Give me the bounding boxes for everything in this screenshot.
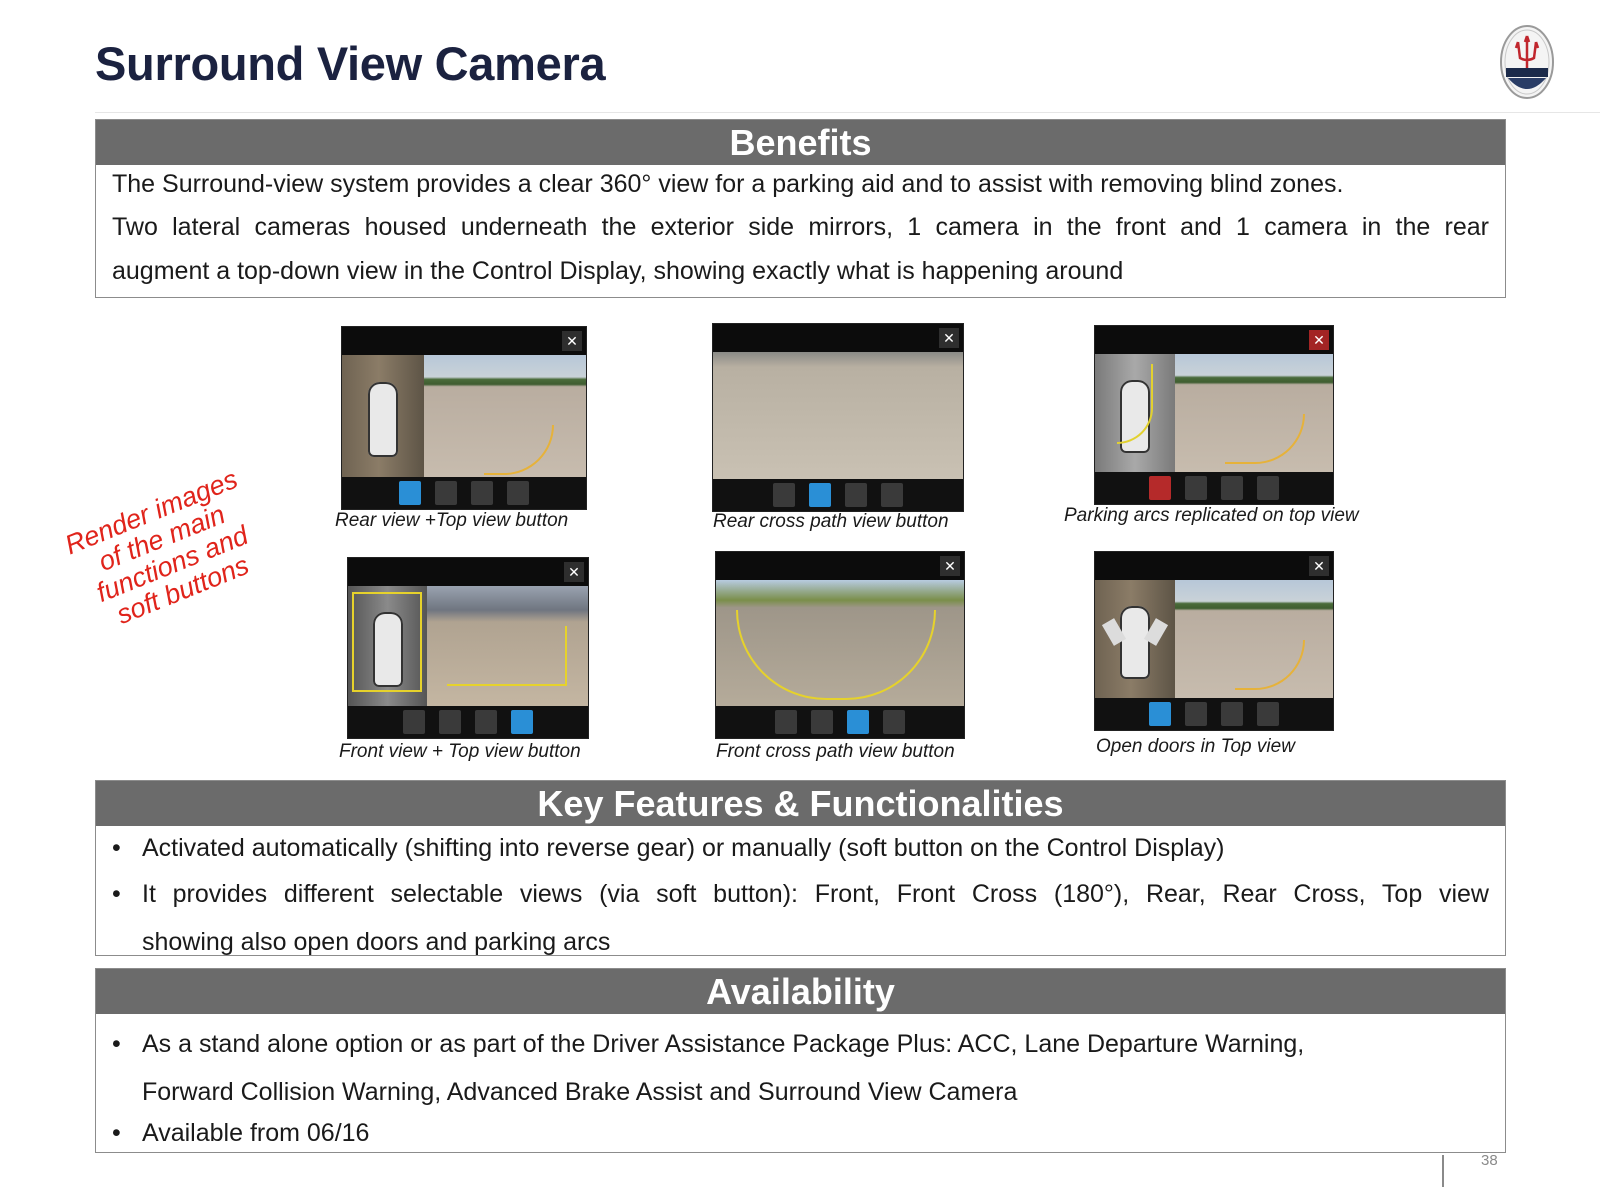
benefits-header: Benefits — [96, 120, 1505, 165]
top-view-soft-button — [1149, 476, 1171, 500]
availability-section — [95, 968, 1506, 1153]
close-icon: ✕ — [1309, 330, 1329, 350]
car-top-view-icon — [368, 382, 398, 458]
key-features-section — [95, 780, 1506, 956]
key-features-header: Key Features & Functionalities — [96, 781, 1505, 826]
bullet-icon: • — [112, 1030, 121, 1058]
benefits-text-line-1: The Surround-view system provides a clear 360° view for a parking aid and to assist with removing blind zones. — [112, 170, 1344, 198]
close-icon: ✕ — [940, 556, 960, 576]
bullet-icon: • — [112, 834, 121, 862]
title-divider — [95, 112, 1600, 113]
screenshot-rear-cross-path-view — [712, 323, 964, 512]
close-icon: ✕ — [562, 331, 582, 351]
screenshot-parking-arcs — [1094, 325, 1334, 505]
page-number: 38 — [1481, 1152, 1498, 1169]
cross-view-soft-button — [1257, 702, 1279, 726]
screenshot-front-cross-path-view — [715, 551, 965, 739]
front-view-soft-button — [1221, 476, 1243, 500]
screenshot-front-view-top-view — [347, 557, 589, 739]
caption-front-cross-path-view: Front cross path view button — [716, 741, 955, 762]
caption-rear-view-top-view: Rear view +Top view button — [335, 510, 569, 531]
close-icon: ✕ — [1309, 556, 1329, 576]
front-view-soft-button — [471, 481, 493, 505]
bullet-icon: • — [112, 1119, 121, 1147]
rear-view-soft-button — [439, 710, 461, 734]
cross-view-soft-button — [881, 483, 903, 507]
cross-view-soft-button — [507, 481, 529, 505]
top-view-soft-button — [399, 481, 421, 505]
screenshot-open-doors-top-view — [1094, 551, 1334, 731]
render-images-annotation: Render images of the main functions and soft buttons — [60, 463, 254, 630]
front-view-soft-button — [845, 483, 867, 507]
front-top-soft-button — [511, 710, 533, 734]
front-view-soft-button — [1221, 702, 1243, 726]
rear-cross-soft-button — [809, 483, 831, 507]
availability-bullet: • Available from 06/16 — [112, 1116, 1489, 1150]
rear-view-soft-button — [435, 481, 457, 505]
benefits-text-line-3: augment a top-down view in the Control Display, showing exactly what is happening around — [112, 257, 1124, 285]
front-view-soft-button — [475, 710, 497, 734]
rear-view-soft-button — [1185, 702, 1207, 726]
top-view-soft-button — [775, 710, 797, 734]
page-title: Surround View Camera — [95, 37, 606, 90]
benefits-section — [95, 119, 1506, 298]
top-view-soft-button — [403, 710, 425, 734]
availability-header: Availability — [96, 969, 1505, 1014]
cross-view-soft-button — [883, 710, 905, 734]
page-number-divider — [1442, 1155, 1444, 1187]
availability-bullet: • As a stand alone option or as part of the Driver Assistance Package Plus: ACC, Lane Departure Warning, Forward Collision Warning, Advanced Brake Assist and Surround View Camera — [112, 1020, 1489, 1116]
maserati-logo — [1498, 22, 1556, 102]
feature-bullet: • It provides different selectable views (via soft button): Front, Front Cross (180°), Rear, Rear Cross, Top view showing also open doors and parking arcs — [112, 870, 1489, 966]
bullet-icon: • — [112, 880, 121, 908]
close-icon: ✕ — [939, 328, 959, 348]
top-view-soft-button — [1149, 702, 1171, 726]
caption-rear-cross-path-view: Rear cross path view button — [713, 511, 949, 532]
top-view-soft-button — [773, 483, 795, 507]
caption-parking-arcs: Parking arcs replicated on top view — [1064, 505, 1359, 526]
cross-view-soft-button — [1257, 476, 1279, 500]
caption-open-doors-top-view: Open doors in Top view — [1096, 736, 1295, 757]
feature-bullet: • Activated automatically (shifting into reverse gear) or manually (soft button on the Control Display) — [112, 830, 1489, 866]
rear-view-soft-button — [1185, 476, 1207, 500]
front-cross-soft-button — [847, 710, 869, 734]
car-top-view-icon — [1120, 606, 1150, 679]
rear-view-soft-button — [811, 710, 833, 734]
close-icon: ✕ — [564, 562, 584, 582]
screenshot-rear-view-top-view — [341, 326, 587, 510]
caption-front-view-top-view: Front view + Top view button — [339, 741, 581, 762]
benefits-text-line-2: Two lateral cameras housed underneath the exterior side mirrors, 1 camera in the front and 1 camera in the rear — [112, 213, 1489, 241]
